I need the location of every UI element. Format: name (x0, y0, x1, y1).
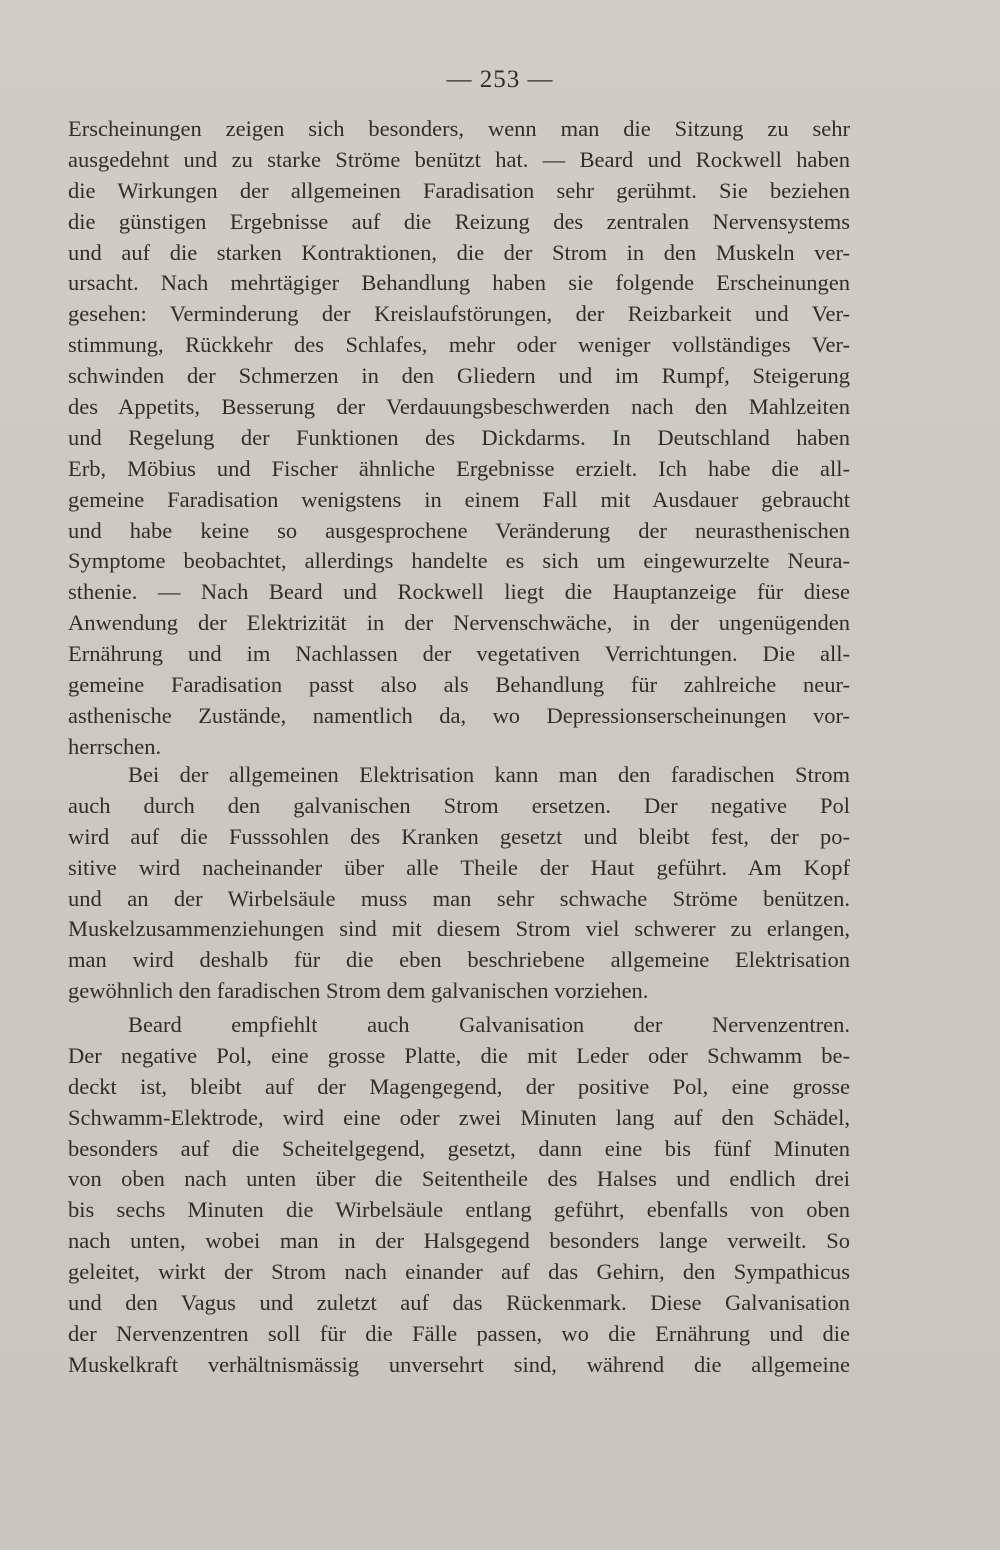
text-line: schwinden der Schmerzen in den Gliedern und im Rumpf, Steigerung (68, 363, 850, 389)
text-line: Beard empfiehlt auch Galvanisation der Nervenzentren. (128, 1012, 850, 1037)
text-line: Muskelkraft verhältnismässig unversehrt sind, während die allgemeine (68, 1351, 850, 1377)
text-line: die Wirkungen der allgemeinen Faradisation sehr gerühmt. Sie beziehen (68, 177, 850, 203)
text-line: gewöhnlich den faradischen Strom dem galvanischen vorziehen. (68, 978, 649, 1004)
text-line: gemeine Faradisation passt also als Behandlung für zahlreiche neur- (68, 672, 850, 698)
text-line: Der negative Pol, eine grosse Platte, die mit Leder oder Schwamm be- (68, 1042, 850, 1068)
text-line: und an der Wirbelsäule muss man sehr schwache Ströme benützen. (68, 885, 850, 911)
text-line: Ernährung und im Nachlassen der vegetativen Verrichtungen. Die all- (68, 641, 850, 667)
text-line: asthenische Zustände, namentlich da, wo Depressionserscheinungen vor- (68, 702, 850, 728)
text-line: deckt ist, bleibt auf der Magengegend, der positive Pol, eine grosse (68, 1073, 850, 1099)
text-line: des Appetits, Besserung der Verdauungsbeschwerden nach den Mahlzeiten (68, 394, 850, 420)
text-line: geleitet, wirkt der Strom nach einander auf das Gehirn, den Sympathicus (68, 1259, 850, 1285)
text-line: und Regelung der Funktionen des Dickdarms. In Deutschland haben (68, 424, 850, 450)
text-line: Muskelzusammenziehungen sind mit diesem Strom viel schwerer zu erlangen, (68, 916, 850, 942)
paragraph-2 (68, 760, 850, 1007)
text-line: nach unten, wobei man in der Halsgegend besonders lange verweilt. So (68, 1228, 850, 1254)
text-line: ausgedehnt und zu starke Ströme benützt hat. — Beard und Rockwell haben (68, 146, 850, 172)
page-number: — 253 — (446, 66, 554, 93)
text-line: sitive wird nacheinander über alle Theile der Haut geführt. Am Kopf (68, 854, 850, 880)
text-line: herrschen. (68, 733, 162, 759)
text-line: wird auf die Fusssohlen des Kranken gesetzt und bleibt fest, der po- (68, 823, 850, 849)
text-line: gemeine Faradisation wenigstens in einem Fall mit Ausdauer gebraucht (68, 486, 850, 512)
text-line: und habe keine so ausgesprochene Veränderung der neurasthenischen (68, 517, 850, 543)
text-line: und den Vagus und zuletzt auf das Rückenmark. Diese Galvanisation (68, 1290, 850, 1316)
text-line: stimmung, Rückkehr des Schlafes, mehr oder weniger vollständiges Ver- (68, 332, 850, 358)
text-line: und auf die starken Kontraktionen, die der Strom in den Muskeln ver- (68, 239, 850, 265)
text-line: der Nervenzentren soll für die Fälle passen, wo die Ernährung und die (68, 1320, 850, 1346)
text-line: Bei der allgemeinen Elektrisation kann man den faradischen Strom (128, 762, 850, 787)
text-line: Erb, Möbius und Fischer ähnliche Ergebnisse erzielt. Ich habe die all- (68, 455, 850, 481)
text-line: auch durch den galvanischen Strom ersetzen. Der negative Pol (68, 792, 850, 818)
paragraph-1 (68, 114, 850, 763)
text-line: von oben nach unten über die Seitentheile des Halses und endlich drei (68, 1166, 850, 1192)
text-line: sthenie. — Nach Beard und Rockwell liegt die Hauptanzeige für diese (68, 579, 850, 605)
text-line: bis sechs Minuten die Wirbelsäule entlang geführt, ebenfalls von oben (68, 1197, 850, 1223)
text-line: die günstigen Ergebnisse auf die Reizung des zentralen Nervensystems (68, 208, 850, 234)
text-line: gesehen: Verminderung der Kreislaufstörungen, der Reizbarkeit und Ver- (68, 301, 850, 327)
text-line: besonders auf die Scheitelgegend, gesetzt, dann eine bis fünf Minuten (68, 1135, 850, 1161)
text-line: ursacht. Nach mehrtägiger Behandlung haben sie folgende Erscheinungen (68, 270, 850, 296)
text-line: Anwendung der Elektrizität in der Nervenschwäche, in der ungenügenden (68, 610, 850, 636)
text-line: Symptome beobachtet, allerdings handelte es sich um eingewurzelte Neura- (68, 548, 850, 574)
text-line: Erscheinungen zeigen sich besonders, wenn man die Sitzung zu sehr (68, 116, 850, 141)
paragraph-3 (68, 1010, 850, 1381)
text-line: Schwamm-Elektrode, wird eine oder zwei Minuten lang auf den Schädel, (68, 1104, 850, 1130)
text-line: man wird deshalb für die eben beschriebene allgemeine Elektrisation (68, 947, 850, 973)
